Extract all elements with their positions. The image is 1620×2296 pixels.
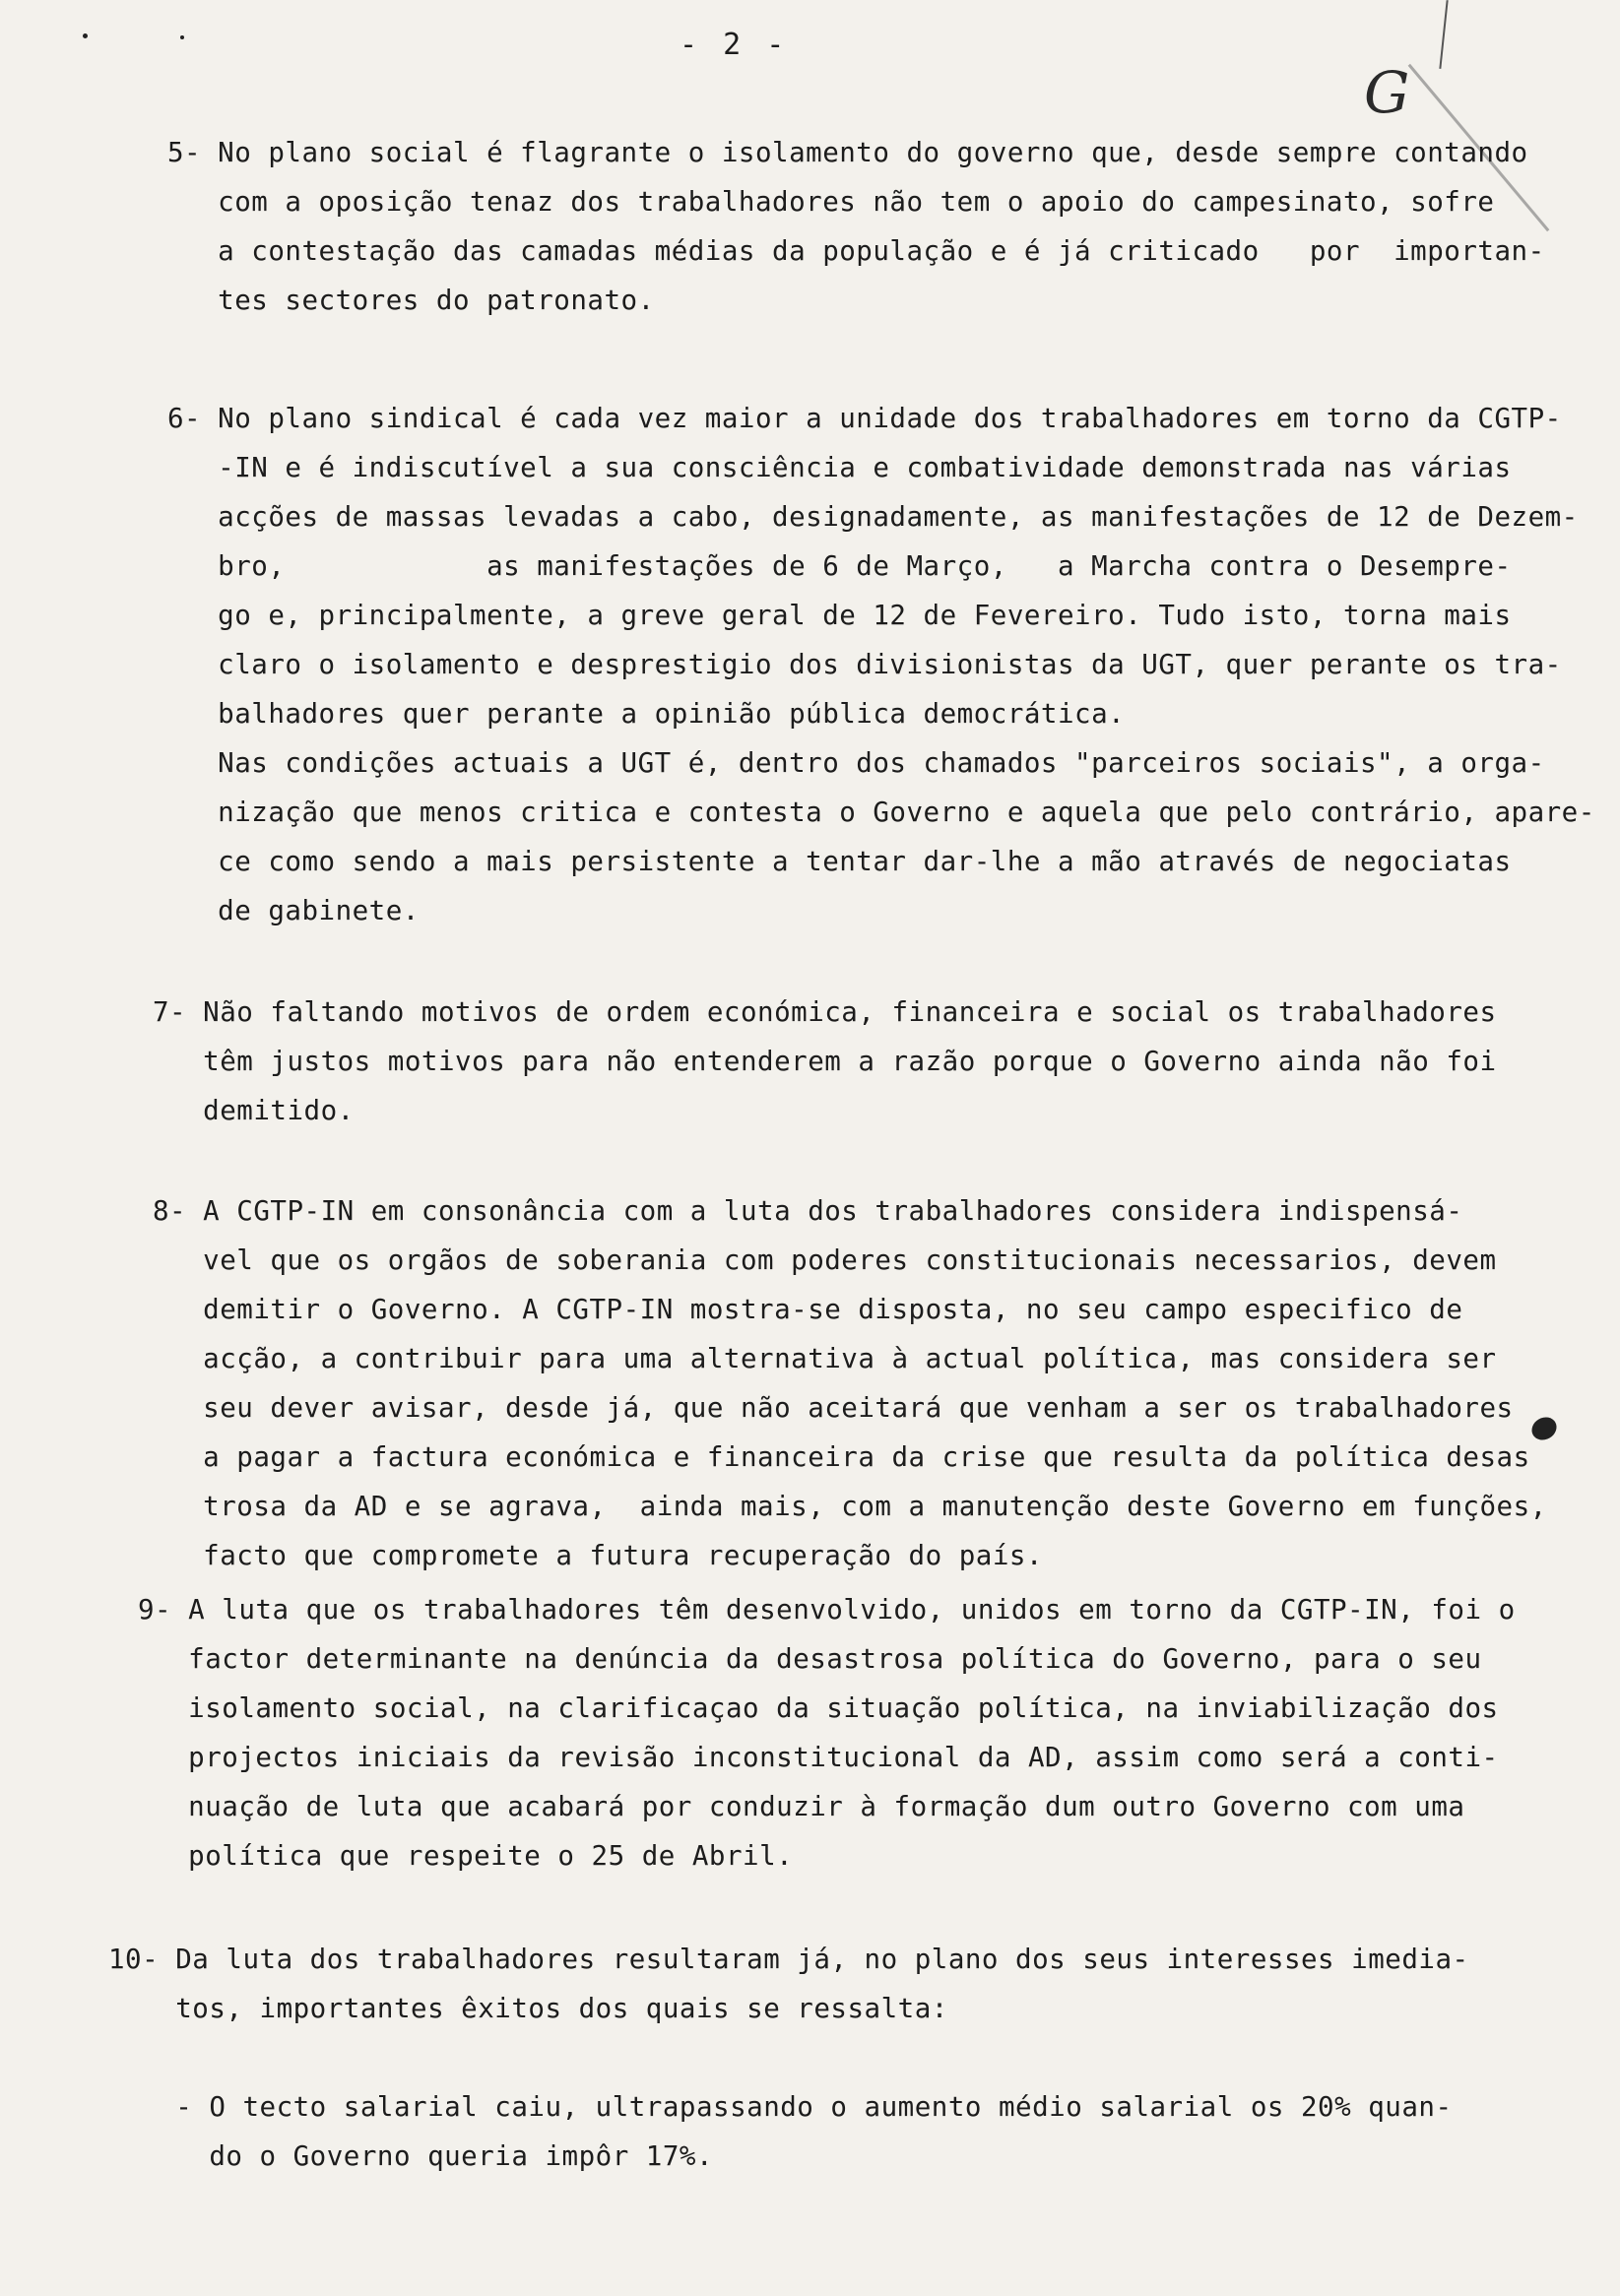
paragraph-line: vel que os orgãos de soberania com poderes constitucionais necessarios, devem [153, 1244, 1497, 1276]
paragraph-p6 [167, 394, 1595, 935]
paragraph-p8 [153, 1186, 1547, 1580]
paragraph-line: seu dever avisar, desde já, que não aceitará que venham a ser os trabalhadores [153, 1392, 1514, 1424]
stray-dot [180, 35, 184, 39]
paragraph-line: demitido. [153, 1095, 355, 1126]
paragraph-line: projectos iniciais da revisão inconstitucional da AD, assim como será a conti- [138, 1742, 1499, 1773]
paragraph-line: de gabinete. [167, 895, 420, 926]
paragraph-line: têm justos motivos para não entenderem a razão porque o Governo ainda não foi [153, 1046, 1497, 1077]
paragraph-line: nuação de luta que acabará por conduzir à formação dum outro Governo com uma [138, 1791, 1465, 1822]
paragraph-line: -IN e é indiscutível a sua consciência e combatividade demonstrada nas várias [167, 452, 1512, 483]
paragraph-line: bro, as manifestações de 6 de Março, a Marcha contra o Desempre- [167, 550, 1512, 582]
paragraph-line: a contestação das camadas médias da população e é já criticado por importan- [167, 235, 1545, 267]
paragraph-line: 8- A CGTP-IN em consonância com a luta dos trabalhadores considera indispensá- [153, 1195, 1463, 1227]
paragraph-line: 9- A luta que os trabalhadores têm desenvolvido, unidos em torno da CGTP-IN, foi o [138, 1594, 1516, 1626]
paragraph-line: go e, principalmente, a greve geral de 12 de Fevereiro. Tudo isto, torna mais [167, 600, 1512, 631]
paragraph-line: nização que menos critica e contesta o Governo e aquela que pelo contrário, apare- [167, 797, 1595, 828]
paragraph-line: tes sectores do patronato. [167, 285, 655, 316]
paragraph-line: 5- No plano social é flagrante o isolamento do governo que, desde sempre contando [167, 137, 1528, 168]
paragraph-line: a pagar a factura económica e financeira da crise que resulta da política desas [153, 1441, 1530, 1473]
paragraph-p5 [167, 128, 1545, 325]
paragraph-line: - O tecto salarial caiu, ultrapassando o aumento médio salarial os 20% quan- [108, 2091, 1453, 2123]
paragraph-p10 [108, 1935, 1469, 2181]
handwritten-mark: G [1364, 59, 1410, 126]
paragraph-line: 7- Não faltando motivos de ordem económica, financeira e social os trabalhadores [153, 996, 1497, 1028]
paragraph-line: claro o isolamento e desprestigio dos divisionistas da UGT, quer perante os tra- [167, 649, 1562, 680]
paragraph-line: facto que compromete a futura recuperação do país. [153, 1540, 1043, 1571]
paragraph-line: Nas condições actuais a UGT é, dentro dos chamados "parceiros sociais", a orga- [167, 747, 1545, 779]
paragraph-p9 [138, 1585, 1516, 1881]
paragraph-line: factor determinante na denúncia da desastrosa política do Governo, para o seu [138, 1643, 1482, 1675]
page-number: - 2 - [680, 28, 789, 62]
paragraph-line: acção, a contribuir para uma alternativa à actual política, mas considera ser [153, 1343, 1497, 1374]
paragraph-p7 [153, 988, 1497, 1135]
paragraph-line: demitir o Governo. A CGTP-IN mostra-se disposta, no seu campo especifico de [153, 1294, 1463, 1325]
stray-dot [83, 33, 88, 38]
paragraph-line: balhadores quer perante a opinião pública democrática. [167, 698, 1126, 730]
paragraph-line: do o Governo queria impôr 17%. [108, 2140, 714, 2172]
paragraph-line: 10- Da luta dos trabalhadores resultaram já, no plano dos seus interesses imedia- [108, 1944, 1469, 1975]
paragraph-line: trosa da AD e se agrava, ainda mais, com a manutenção deste Governo em funções, [153, 1491, 1547, 1522]
paragraph-line [108, 2033, 1469, 2082]
paragraph-line: política que respeite o 25 de Abril. [138, 1840, 794, 1872]
paragraph-line: tos, importantes êxitos dos quais se ressalta: [108, 1993, 948, 2024]
pencil-stroke [1439, 0, 1448, 69]
paragraph-line: ce como sendo a mais persistente a tentar dar-lhe a mão através de negociatas [167, 846, 1512, 877]
paragraph-line: acções de massas levadas a cabo, designadamente, as manifestações de 12 de Dezem- [167, 501, 1579, 533]
paragraph-line: isolamento social, na clarificaçao da situação política, na inviabilização dos [138, 1692, 1499, 1724]
paragraph-line: com a oposição tenaz dos trabalhadores não tem o apoio do campesinato, sofre [167, 186, 1495, 218]
paragraph-line: 6- No plano sindical é cada vez maior a unidade dos trabalhadores em torno da CGTP- [167, 403, 1562, 434]
